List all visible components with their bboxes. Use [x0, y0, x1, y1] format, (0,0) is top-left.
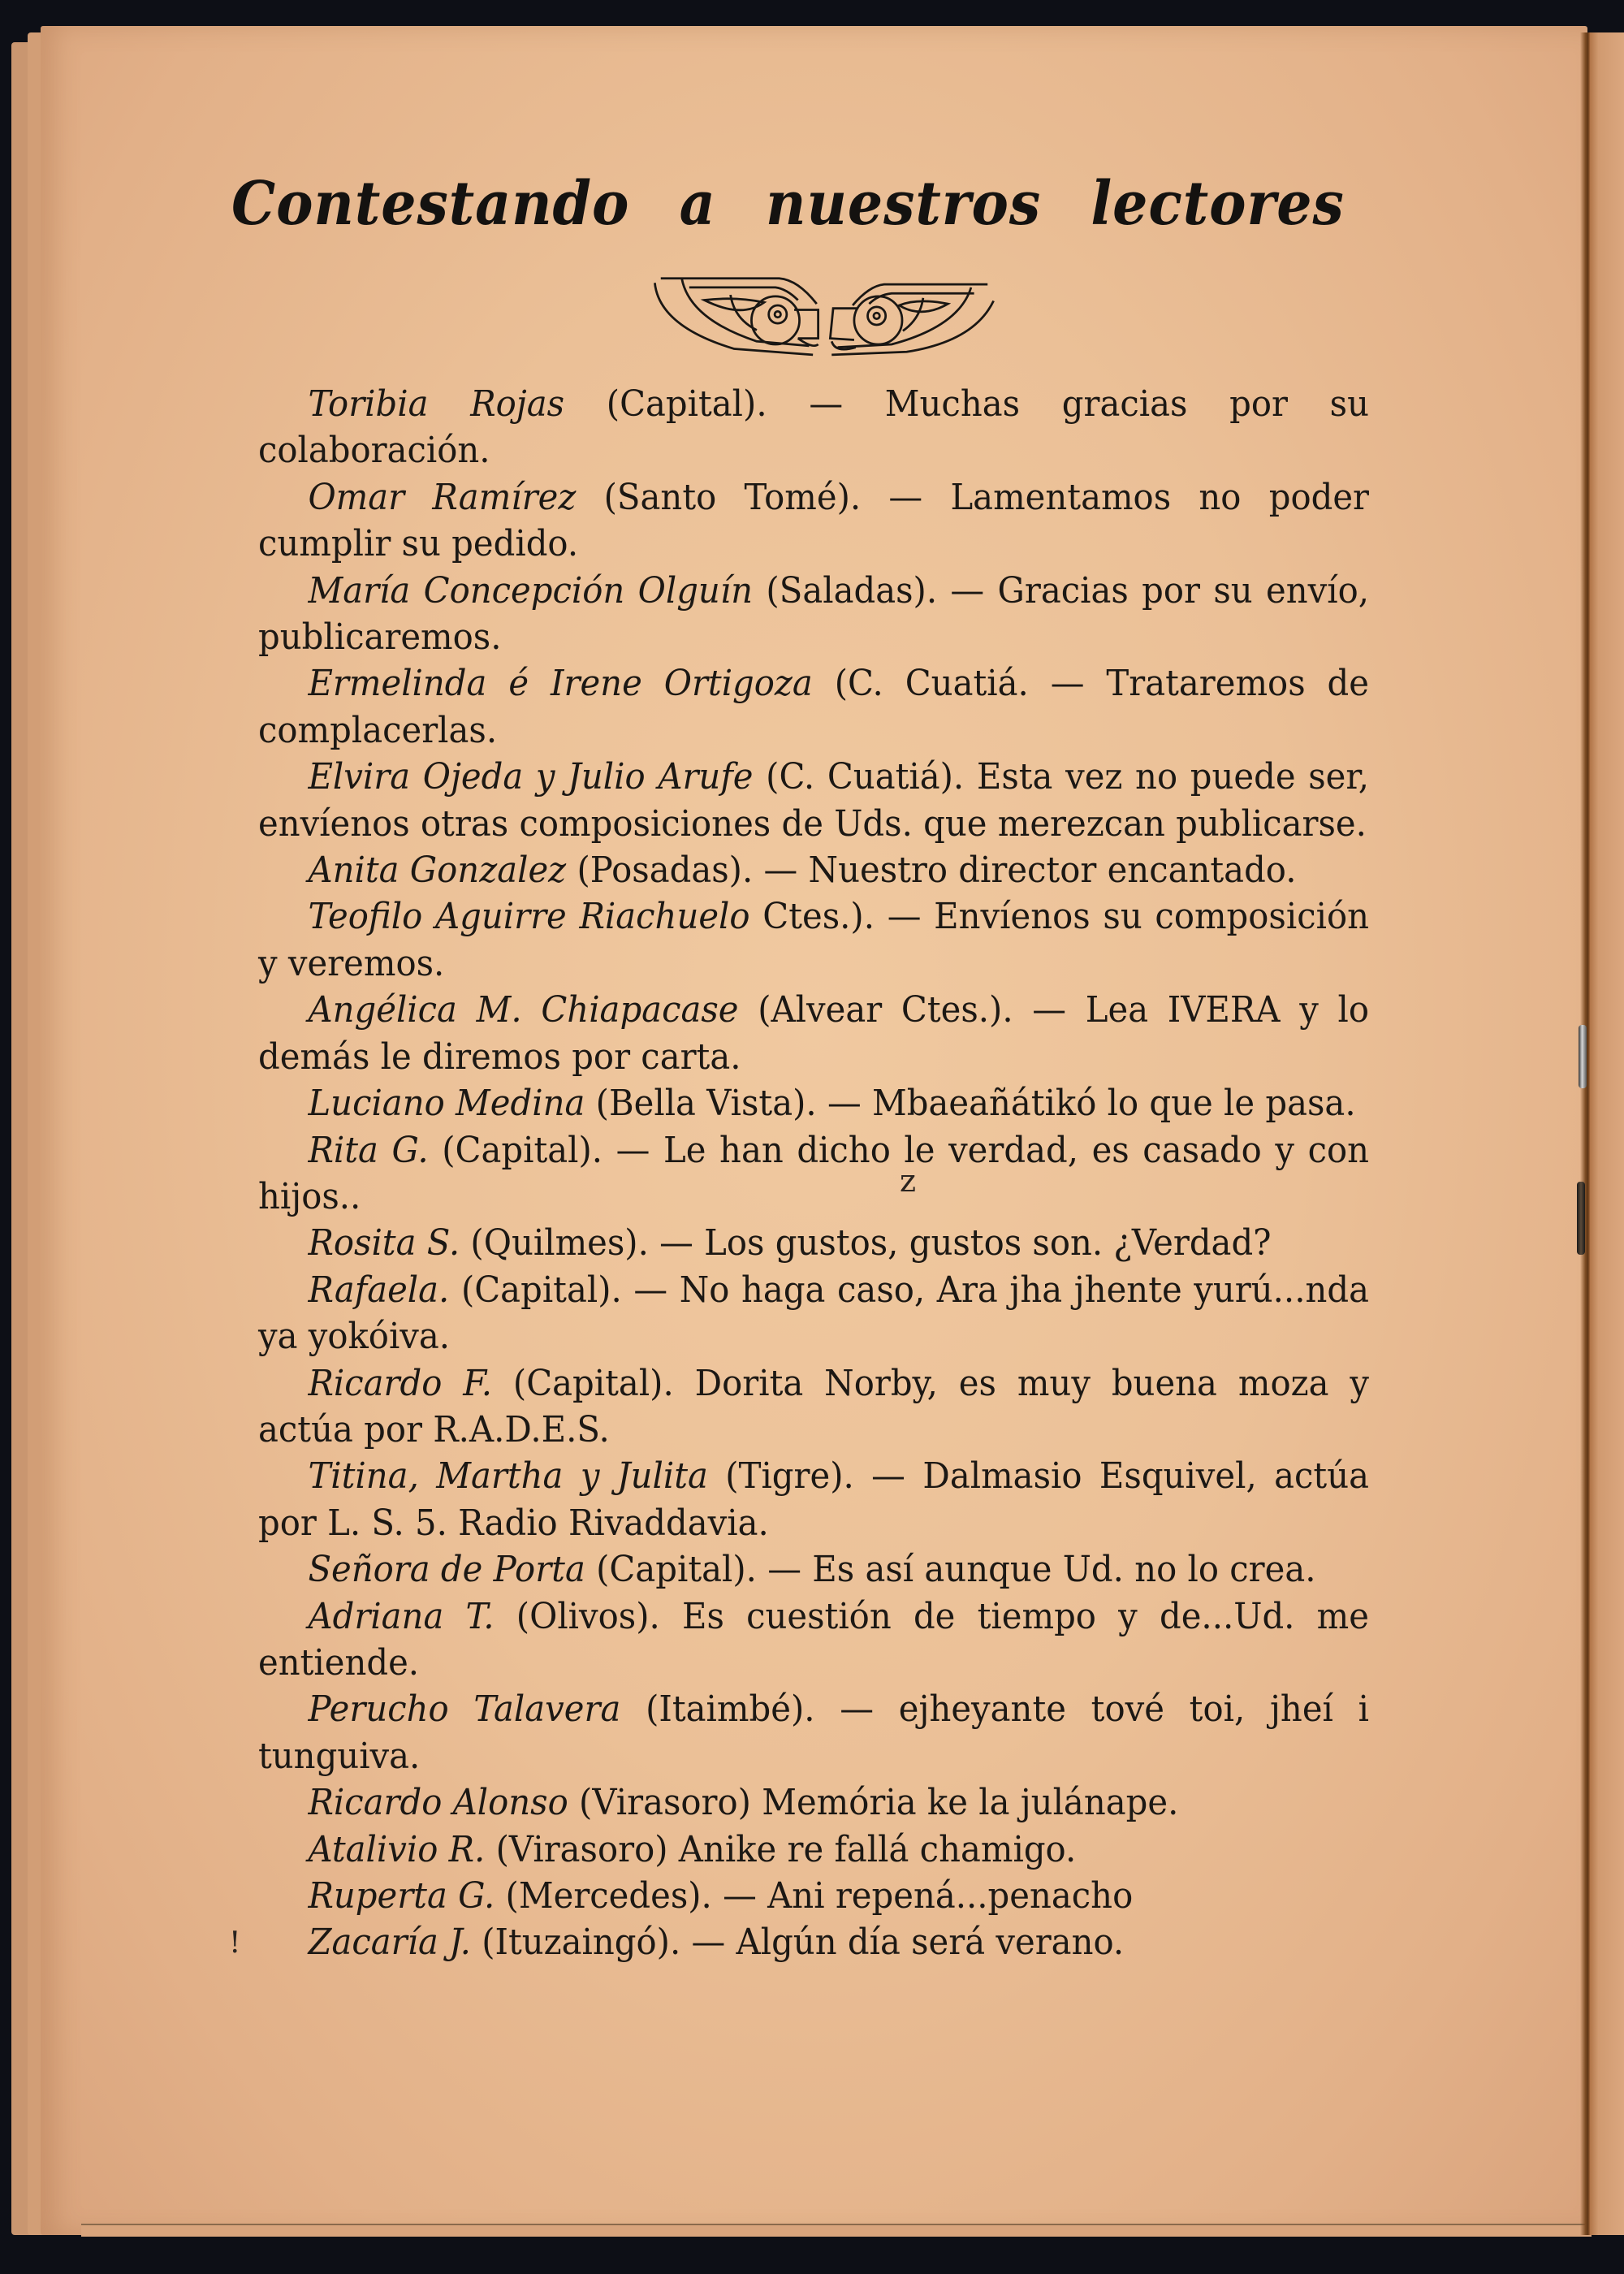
response-text: (Quilmes). — Los gustos, gustos son. ¿Verdad? — [460, 1223, 1272, 1265]
reader-name: Angélica M. Chiapacase — [308, 990, 739, 1031]
reader-name: Rafaela. — [308, 1269, 450, 1311]
reader-name: Rita G. — [308, 1130, 429, 1171]
response-text: (C. Cuatiá). Esta vez no puede ser, envíenos otras composiciones de Uds. que merezcan publicarse. — [258, 757, 1369, 845]
stray-printed-z: z — [900, 1163, 917, 1199]
response-text: (Capital). — Muchas gracias por su colaboración. — [258, 384, 1369, 472]
reader-name: Atalivio R. — [308, 1829, 486, 1870]
response-text: (Bella Vista). — Mbaeañátikó lo que le pasa. — [585, 1083, 1356, 1125]
reader-name: María Concepción Olguín — [308, 570, 754, 612]
reader-name: Anita Gonzalez — [308, 850, 567, 892]
response-text: (Tigre). — Dalmasio Esquivel, actúa por L. S. 5. Radio Rivaddavia. — [258, 1456, 1369, 1544]
reader-name: Perucho Talavera — [308, 1689, 621, 1731]
reader-name: Ricardo F. — [308, 1363, 493, 1404]
response-text: Ctes.). — Envíenos su composición y veremos. — [258, 897, 1369, 984]
response-text: (C. Cuatiá. — Trataremos de complacerlas. — [258, 664, 1369, 751]
response-entry — [258, 475, 1369, 568]
response-text: (Virasoro) Anike re fallá chamigo. — [485, 1829, 1077, 1870]
reader-name: Ricardo Alonso — [308, 1783, 568, 1824]
title-word: Contestando — [231, 169, 630, 239]
title-word: a — [679, 169, 716, 239]
response-text: (Olivos). Es cuestión de tiempo y de...Ud. me entiende. — [258, 1596, 1370, 1684]
reader-responses — [258, 382, 1369, 1967]
ornament-icon — [633, 266, 1015, 364]
response-entry — [258, 382, 1369, 475]
reader-name: Ruperta G. — [308, 1876, 495, 1917]
response-entry — [258, 1594, 1369, 1688]
response-entry — [258, 1268, 1369, 1361]
response-entry — [258, 848, 1369, 894]
response-text: (Capital). — Le han dicho le verdad, es casado y con hijos.. — [258, 1130, 1369, 1217]
response-text: (Ituzaingó). — Algún día será verano. — [470, 1922, 1125, 1964]
reader-name: Señora de Porta — [308, 1550, 585, 1591]
response-entry — [258, 1128, 1369, 1221]
reader-name: Ermelinda é Irene Ortigoza — [308, 664, 813, 705]
response-entry — [258, 1361, 1369, 1455]
response-entry — [258, 1780, 1369, 1827]
reader-name: Luciano Medina — [308, 1083, 585, 1125]
title-word: lectores — [1091, 169, 1345, 239]
response-entry — [258, 1874, 1369, 1920]
reader-name: Omar Ramírez — [308, 477, 577, 518]
response-text: (Alvear Ctes.). — Lea IVERA y lo demás le diremos por carta. — [258, 990, 1369, 1078]
reader-name: Rosita S. — [308, 1223, 460, 1265]
response-entry — [258, 754, 1369, 848]
reader-name: Zacaría J. — [308, 1922, 471, 1964]
reader-name: Titina, Martha y Julita — [308, 1456, 708, 1498]
page-title — [231, 169, 1345, 239]
response-text: (Posadas). — Nuestro director encantado. — [566, 850, 1297, 892]
response-entry — [258, 1827, 1369, 1874]
response-text: (Itaimbé). — ejheyante tové toi, jheí i tunguiva. — [258, 1689, 1369, 1777]
response-entry — [258, 568, 1369, 662]
response-entry — [258, 1454, 1369, 1547]
response-entry — [258, 661, 1369, 754]
response-entry — [258, 1547, 1369, 1593]
reader-name: Elvira Ojeda y Julio Arufe — [308, 757, 754, 798]
stray-margin-mark: ! — [229, 1926, 241, 1960]
reader-name: Toribia Rojas — [308, 384, 565, 425]
response-text: (Capital). Dorita Norby, es muy buena moza y actúa por R.A.D.E.S. — [258, 1363, 1369, 1450]
response-entry — [258, 894, 1369, 988]
response-entry — [258, 1920, 1369, 1966]
response-text: (Mercedes). — Ani repená...penacho — [495, 1876, 1134, 1917]
response-text: (Capital). — Es así aunque Ud. no lo crea. — [585, 1550, 1316, 1591]
response-text: (Santo Tomé). — Lamentamos no poder cumplir su pedido. — [258, 477, 1369, 565]
reader-name: Teofilo Aguirre Riachuelo — [308, 897, 750, 938]
response-text: (Virasoro) Memória ke la julánape. — [568, 1783, 1179, 1824]
reader-name: Adriana T. — [308, 1596, 495, 1637]
response-entry — [258, 1081, 1369, 1127]
response-entry — [258, 1687, 1369, 1780]
response-entry — [258, 1221, 1369, 1267]
response-text: (Saladas). — Gracias por su envío, publicaremos. — [258, 570, 1369, 659]
response-text: (Capital). — No haga caso, Ara jha jhente yurú...nda ya yokóiva. — [258, 1269, 1369, 1358]
response-entry — [258, 988, 1369, 1081]
title-word: nuestros — [766, 169, 1042, 239]
